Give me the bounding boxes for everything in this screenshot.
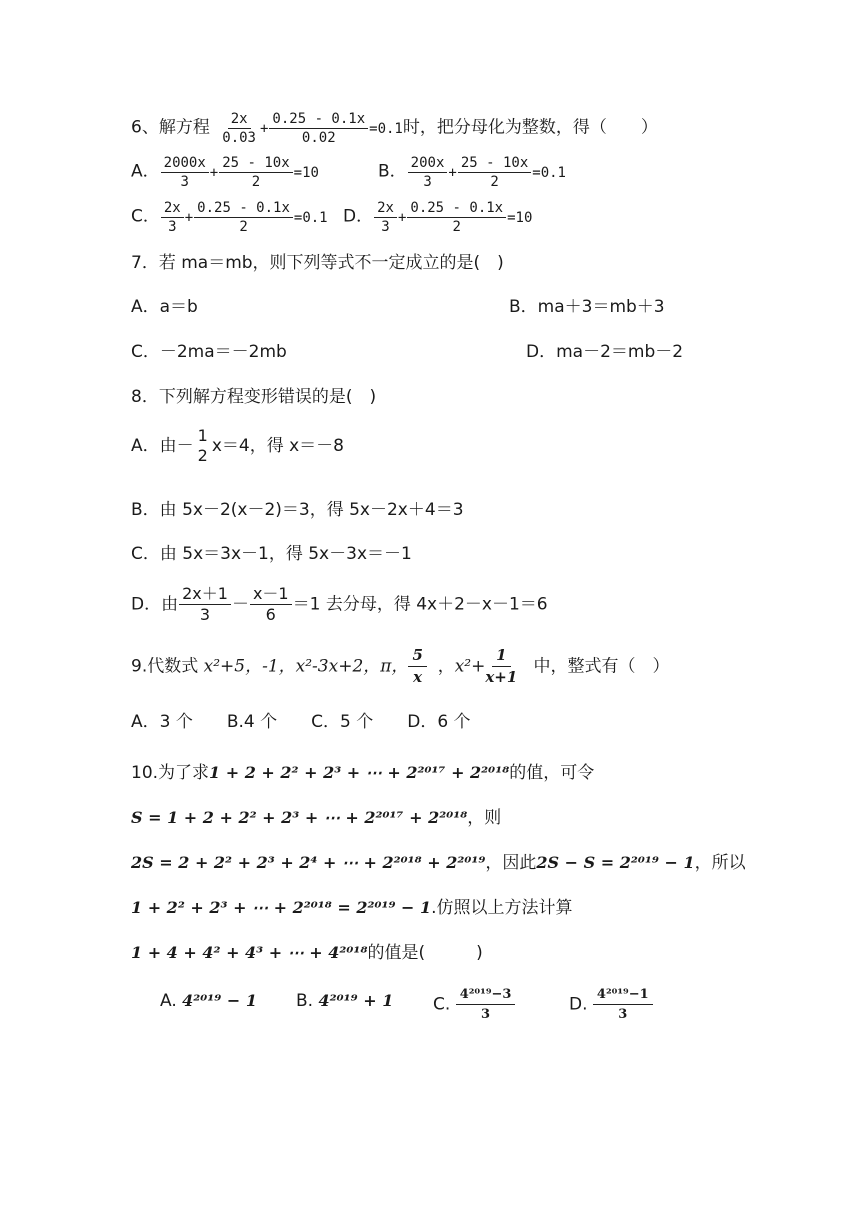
q9-options: A．3 个 B.4 个 C．5 个 D．6 个 xyxy=(131,712,471,732)
q8-option-b: B．由 5x－2(x－2)＝3，得 5x－2x＋4＝3 xyxy=(131,500,464,520)
q10-sum-expression: 1 + 2 + 2² + 2³ + ⋯ + 2²⁰¹⁷ + 2²⁰¹⁸ xyxy=(209,763,510,782)
q9-fraction-1-over-x-plus-1: $\frac{1}{x+1}$ xyxy=(485,646,518,686)
q10-line-4: 1 + 2² + 2³ + ⋯ + 2²⁰¹⁸ = 2²⁰¹⁹ − 1.仿照以上方法计算 xyxy=(131,898,573,918)
q6-frac-2: $\frac{0.25 - 0.1x}{0.02}$ xyxy=(269,112,368,145)
q7-option-a: A．a＝b xyxy=(131,297,198,317)
q6-stem-prefix: 6、解方程 xyxy=(131,117,210,138)
q10-option-d: D. $\frac{\text{4²⁰¹⁹−1}}{3}$ xyxy=(569,988,653,1021)
q8-a-fraction: 1 2 xyxy=(197,426,208,465)
q8-option-c: C．由 5x＝3x－1，得 5x－3x＝－1 xyxy=(131,544,412,564)
q6-option-d: D． $\frac{2x}{3}$ + $\frac{0.25 - 0.1x}{2}$ =10 xyxy=(343,200,533,235)
q10-line-3: 2S = 2 + 2² + 2³ + 2⁴ + ⋯ + 2²⁰¹⁸ + 2²⁰¹⁹，因此2S − S = 2²⁰¹⁹ − 1，所以 xyxy=(131,853,746,873)
q9-expressions-1: x²+5，-1，x²-3x+2，π， xyxy=(203,656,409,677)
q6-option-b: B． $\frac{200x}{3}$ + $\frac{25 - 10x}{2}$ =0.1 xyxy=(378,155,566,190)
q10-s-definition: S = 1 + 2 + 2² + 2³ + ⋯ + 2²⁰¹⁷ + 2²⁰¹⁸ xyxy=(131,808,468,827)
q6-stem-suffix: 时，把分母化为整数，得（ ） xyxy=(402,117,658,138)
q8-option-d: D．由 $\frac{2x+1}{3}$ － $\frac{x-1}{6}$ ＝1 去分母，得 4x＋2－x－1＝6 xyxy=(131,584,548,624)
q10-target-sum: 1 + 4 + 4² + 4³ + ⋯ + 4²⁰¹⁸ xyxy=(131,943,368,962)
q10-option-c: C. $\frac{\text{4²⁰¹⁹−3}}{3}$ xyxy=(433,988,515,1021)
q9-stem: 9.代数式 x²+5，-1，x²-3x+2，π， $\frac{5}{x}$ ，x²+ $\frac{1}{x+1}$ 中，整式有（ ） xyxy=(131,646,670,686)
q9-fraction-5-over-x: $\frac{5}{x}$ xyxy=(408,648,426,685)
q10-result-identity: 1 + 2² + 2³ + ⋯ + 2²⁰¹⁸ = 2²⁰¹⁹ − 1 xyxy=(131,898,432,917)
q10-option-a: A. 4²⁰¹⁹ − 1 xyxy=(160,991,257,1011)
q10-difference: 2S − S = 2²⁰¹⁹ − 1 xyxy=(536,853,695,872)
q7-option-d: D．ma－2＝mb－2 xyxy=(526,342,684,362)
q10-line-2: S = 1 + 2 + 2² + 2³ + ⋯ + 2²⁰¹⁷ + 2²⁰¹⁸，则 xyxy=(131,808,502,828)
q6-option-a: A． $\frac{2000x}{3}$ + $\frac{25 - 10x}{2}$ =10 xyxy=(131,155,319,190)
q8-stem: 8．下列解方程变形错误的是( ) xyxy=(131,387,377,407)
q6-stem: 6、解方程 $\frac{2x}{0.03}$ + $\frac{0.25 - 0.1x}{0.02}$ =0.1时，把分母化为整数，得（ ） xyxy=(131,111,658,146)
q6-frac-1: $\frac{2x}{0.03}$ xyxy=(222,111,256,146)
q9-expression-2: x²+ xyxy=(454,656,486,677)
q6-option-c: C． $\frac{2x}{3}$ + $\frac{0.25 - 0.1x}{2}$ =0.1 xyxy=(131,200,328,235)
q7-option-b: B．ma＋3＝mb＋3 xyxy=(509,297,665,317)
q8-option-a: A．由－ 1 2 x＝4，得 x＝－8 xyxy=(131,426,344,465)
q10-2s-expression: 2S = 2 + 2² + 2³ + 2⁴ + ⋯ + 2²⁰¹⁸ + 2²⁰¹⁹ xyxy=(131,853,486,872)
q10-line-1: 10.为了求1 + 2 + 2² + 2³ + ⋯ + 2²⁰¹⁷ + 2²⁰¹⁸的值，可令 xyxy=(131,763,595,783)
q10-line-5: 1 + 4 + 4² + 4³ + ⋯ + 4²⁰¹⁸的值是( ) xyxy=(131,943,483,963)
q7-stem: 7．若 ma＝mb，则下列等式不一定成立的是( ) xyxy=(131,253,504,273)
q10-option-b: B. 4²⁰¹⁹ + 1 xyxy=(296,991,394,1011)
q7-option-c: C．－2ma＝－2mb xyxy=(131,342,287,362)
